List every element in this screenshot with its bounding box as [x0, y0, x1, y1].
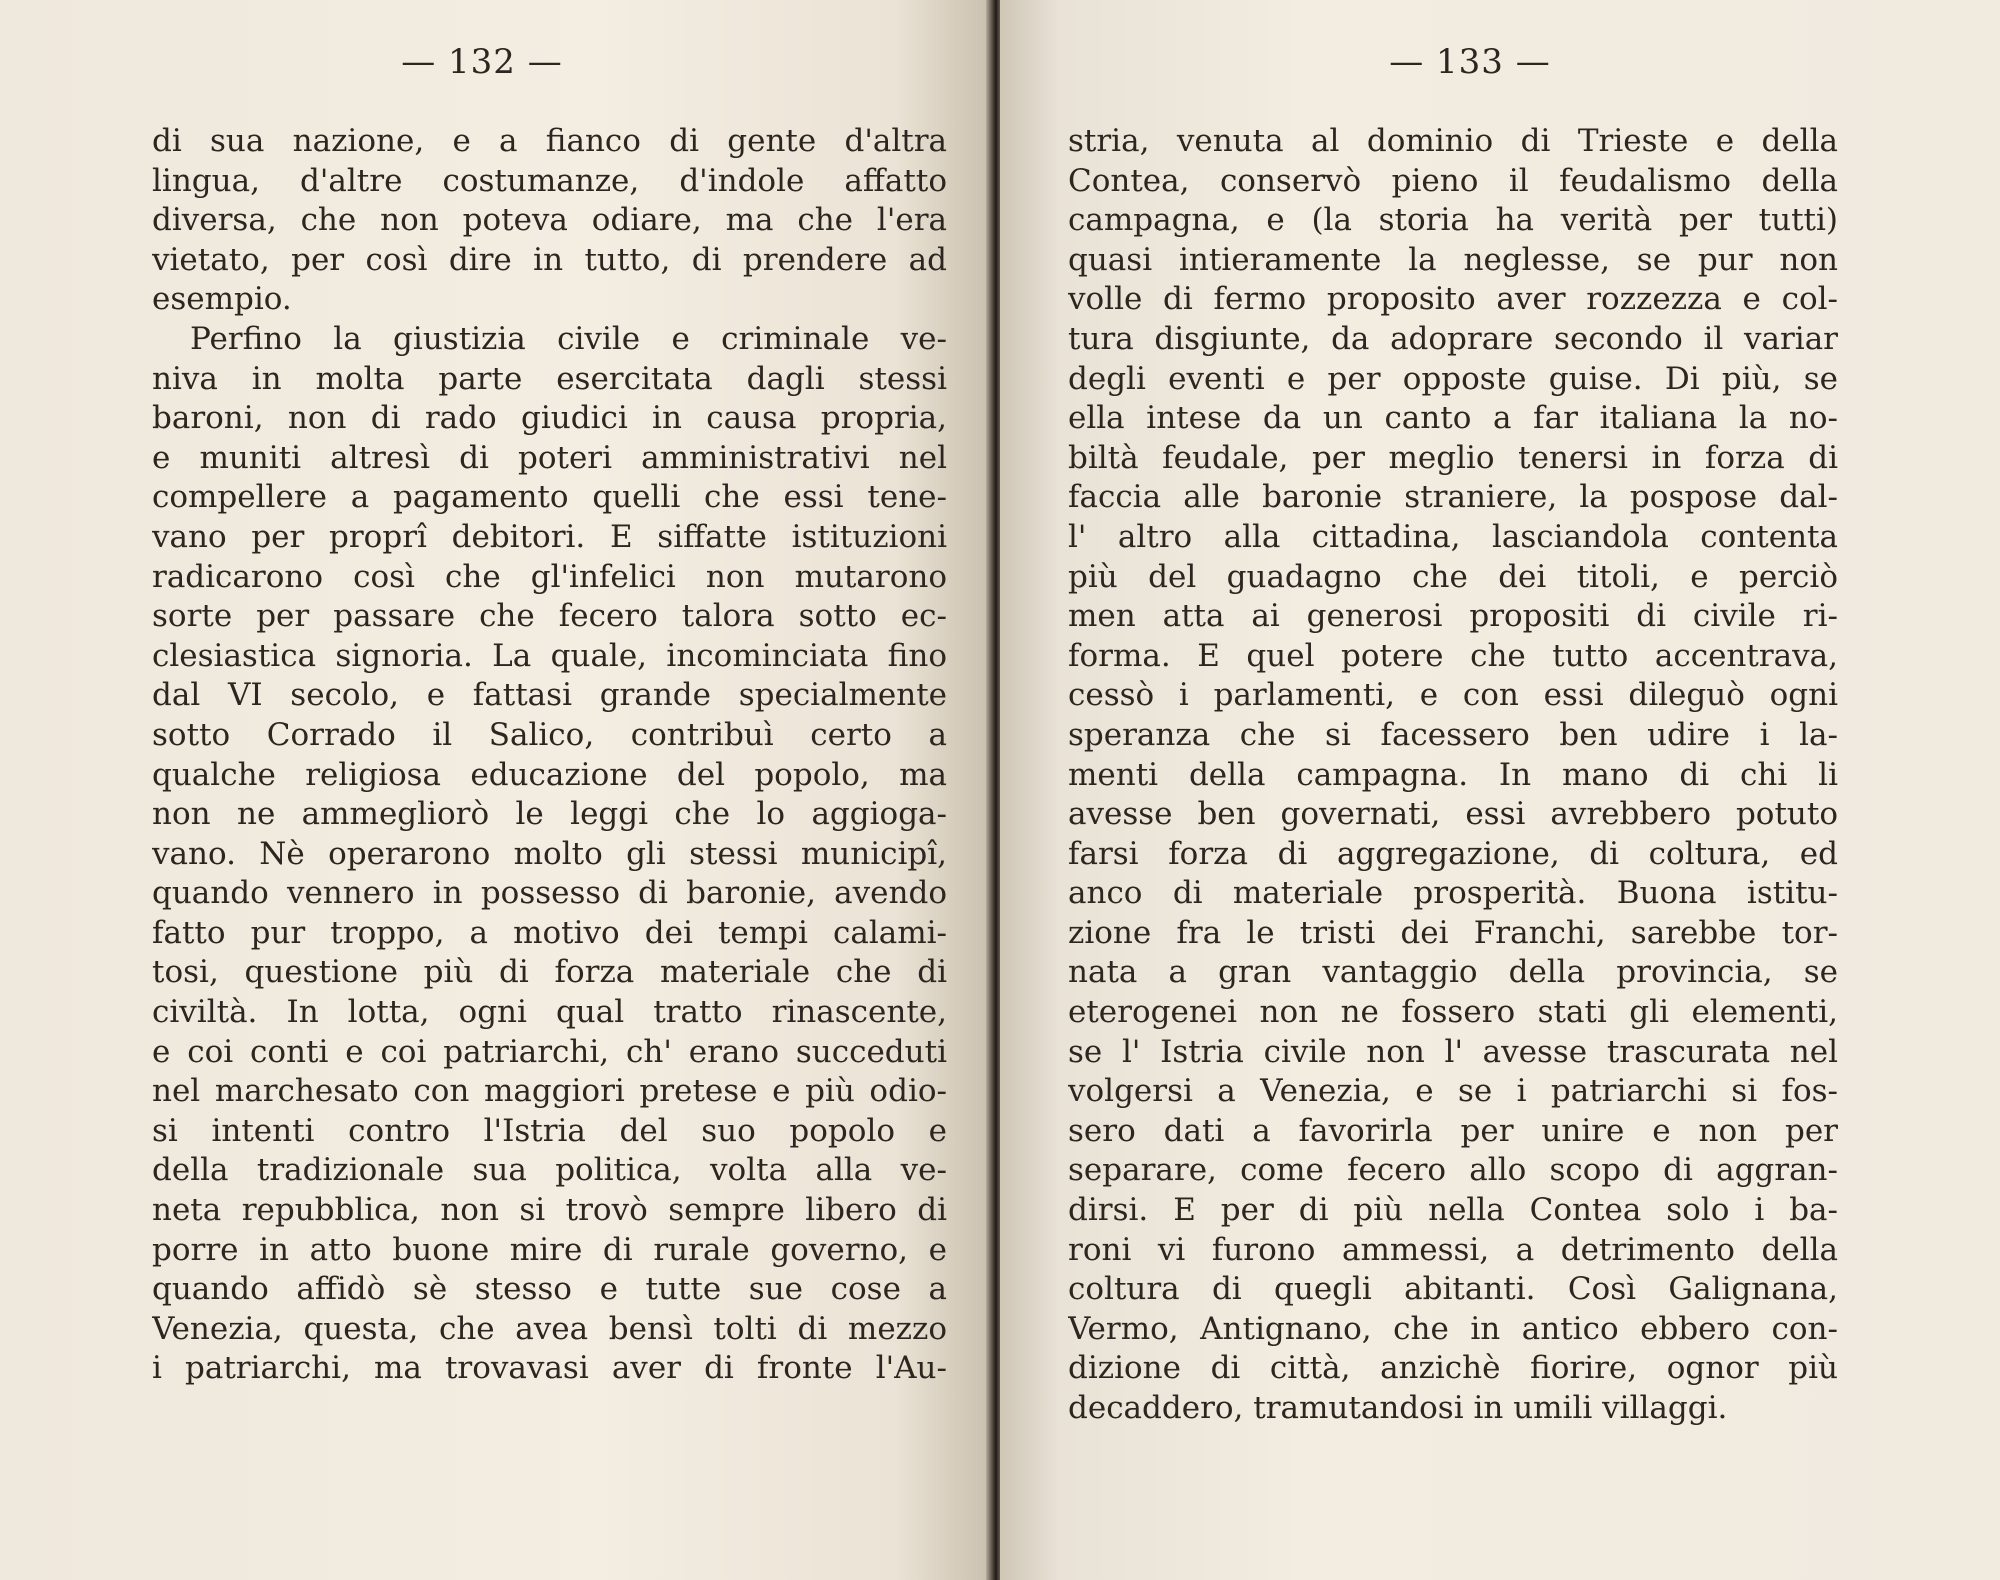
- text-line: volgersi a Venezia, e se i patriarchi si fos-: [1068, 1073, 1838, 1110]
- text-line: menti della campagna. In mano di chi li: [1068, 756, 1838, 793]
- text-line: più del guadagno che dei titoli, e perciò: [1068, 558, 1838, 595]
- text-line: diversa, che non poteva odiare, ma che l'era: [152, 202, 947, 239]
- text-line: e coi conti e coi patriarchi, ch' erano succeduti: [152, 1033, 947, 1070]
- text-line: men atta ai generosi propositi di civile ri-: [1068, 598, 1838, 635]
- right-page-number: — 133 —: [1389, 42, 1551, 82]
- text-line: faccia alle baronie straniere, la pospose dal-: [1068, 479, 1838, 516]
- text-line: della tradizionale sua politica, volta alla ve-: [152, 1152, 947, 1189]
- text-line: di sua nazione, e a fianco di gente d'altra: [152, 123, 947, 159]
- right-page: [1000, 0, 2000, 1580]
- text-line: i patriarchi, ma trovavasi aver di fronte l'Au-: [152, 1350, 947, 1387]
- text-line: roni vi furono ammessi, a detrimento della: [1068, 1231, 1838, 1268]
- text-line: tura disgiunte, da adoprare secondo il variar: [1068, 320, 1838, 357]
- text-line: Perfino la giustizia civile e criminale ve-: [190, 320, 947, 357]
- text-line: vano. Nè operarono molto gli stessi municipî,: [152, 835, 947, 872]
- text-line: niva in molta parte esercitata dagli stessi: [152, 360, 947, 397]
- text-line: sorte per passare che fecero talora sotto ec-: [152, 598, 947, 635]
- text-line: vano per proprî debitori. E siffatte istituzioni: [152, 518, 947, 555]
- text-line: campagna, e (la storia ha verità per tutti): [1068, 202, 1838, 239]
- left-page-text: [152, 122, 947, 1389]
- text-line: anco di materiale prosperità. Buona istitu-: [1068, 875, 1838, 912]
- text-line: cessò i parlamenti, e con essi dileguò ogni: [1068, 677, 1838, 714]
- text-line: volle di fermo proposito aver rozzezza e col-: [1068, 281, 1838, 318]
- text-line: baroni, non di rado giudici in causa propria,: [152, 400, 947, 437]
- text-line: speranza che si facessero ben udire i la-: [1068, 716, 1838, 753]
- text-line: stria, venuta al dominio di Trieste e della: [1068, 123, 1838, 159]
- text-line: dizione di città, anzichè fiorire, ognor più: [1068, 1350, 1838, 1387]
- text-line: ella intese da un canto a far italiana la no-: [1068, 400, 1838, 437]
- text-line: dal VI secolo, e fattasi grande specialmente: [152, 677, 947, 714]
- text-line: Vermo, Antignano, che in antico ebbero con-: [1068, 1310, 1838, 1347]
- text-line: nel marchesato con maggiori pretese e più odio-: [152, 1073, 947, 1110]
- text-line: dirsi. E per di più nella Contea solo i ba-: [1068, 1192, 1838, 1229]
- text-line: avesse ben governati, essi avrebbero potuto: [1068, 796, 1838, 833]
- text-line: quasi intieramente la neglesse, se pur non: [1068, 241, 1838, 278]
- text-line: Contea, conservò pieno il feudalismo della: [1068, 162, 1838, 199]
- right-page-text: [1068, 122, 1838, 1429]
- text-line: separare, come fecero allo scopo di aggran-: [1068, 1152, 1838, 1189]
- text-line: coltura di quegli abitanti. Così Galignana,: [1068, 1271, 1838, 1308]
- text-line: si intenti contro l'Istria del suo popolo e: [152, 1112, 947, 1149]
- text-line: se l' Istria civile non l' avesse trascurata nel: [1068, 1033, 1838, 1070]
- text-line: l' altro alla cittadina, lasciandola contenta: [1068, 518, 1838, 555]
- text-line: radicarono così che gl'infelici non mutarono: [152, 558, 947, 595]
- text-line: tosi, questione più di forza materiale che di: [152, 954, 947, 991]
- text-line: eterogenei non ne fossero stati gli elementi,: [1068, 994, 1838, 1031]
- text-line: clesiastica signoria. La quale, incominciata fino: [152, 637, 947, 674]
- text-line: zione fra le tristi dei Franchi, sarebbe tor-: [1068, 914, 1838, 951]
- text-line: qualche religiosa educazione del popolo, ma: [152, 756, 947, 793]
- text-line: farsi forza di aggregazione, di coltura, ed: [1068, 835, 1838, 872]
- text-line: civiltà. In lotta, ogni qual tratto rinascente,: [152, 994, 947, 1031]
- text-line: lingua, d'altre costumanze, d'indole affatto: [152, 162, 947, 199]
- left-page-number: — 132 —: [401, 42, 563, 82]
- text-line: quando affidò sè stesso e tutte sue cose a: [152, 1271, 947, 1308]
- text-line: e muniti altresì di poteri amministrativi nel: [152, 439, 947, 476]
- text-line: nata a gran vantaggio della provincia, se: [1068, 954, 1838, 991]
- text-line: sotto Corrado il Salico, contribuì certo a: [152, 716, 947, 753]
- text-line: neta repubblica, non si trovò sempre libero di: [152, 1192, 947, 1229]
- text-line: fatto pur troppo, a motivo dei tempi calami-: [152, 914, 947, 951]
- text-line: decaddero, tramutandosi in umili villaggi.: [1068, 1390, 1728, 1426]
- text-line: sero dati a favorirla per unire e non per: [1068, 1112, 1838, 1149]
- text-line: quando vennero in possesso di baronie, avendo: [152, 875, 947, 912]
- text-line: Venezia, questa, che avea bensì tolti di mezzo: [152, 1310, 947, 1347]
- text-line: biltà feudale, per meglio tenersi in forza di: [1068, 439, 1838, 476]
- left-page: [0, 0, 994, 1580]
- text-line: compellere a pagamento quelli che essi tene-: [152, 479, 947, 516]
- text-line: forma. E quel potere che tutto accentrava,: [1068, 637, 1838, 674]
- text-line: non ne ammegliorò le leggi che lo aggioga-: [152, 796, 947, 833]
- text-line: degli eventi e per opposte guise. Di più, se: [1068, 360, 1838, 397]
- text-line: vietato, per così dire in tutto, di prendere ad: [152, 241, 947, 278]
- text-line: esempio.: [152, 281, 292, 318]
- text-line: porre in atto buone mire di rurale governo, e: [152, 1231, 947, 1268]
